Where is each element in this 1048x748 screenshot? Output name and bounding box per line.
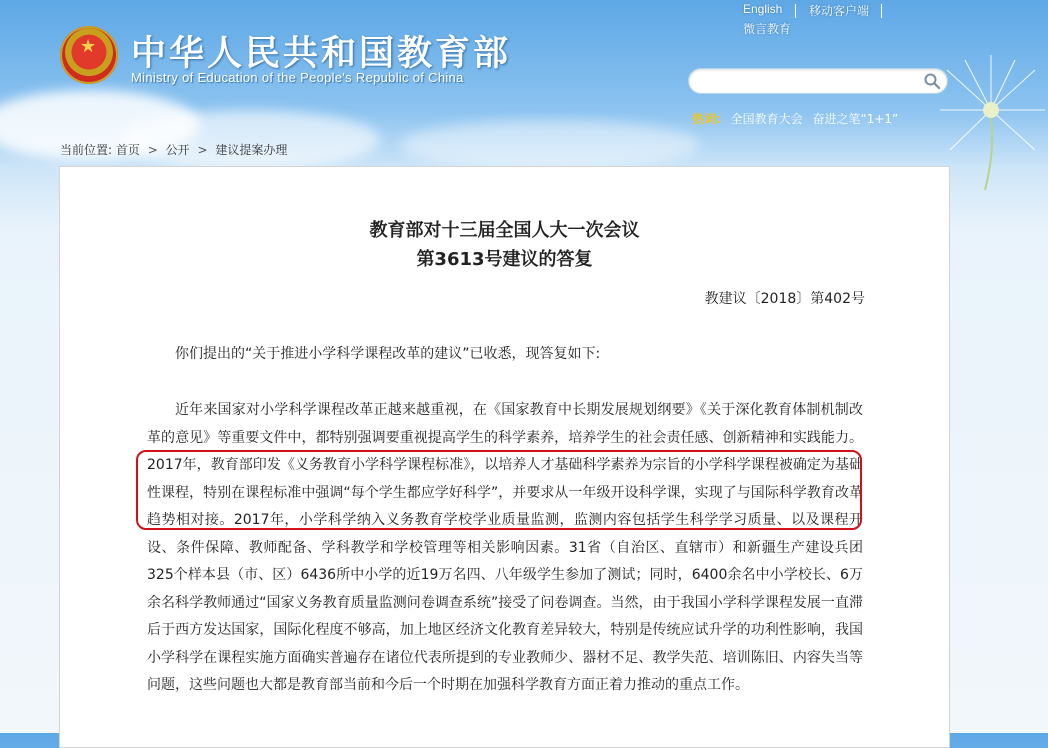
divider <box>881 4 882 18</box>
hot-word-link[interactable]: 奋进之笔“1+1” <box>812 112 899 126</box>
document-title: 教育部对十三届全国人大一次会议 <box>369 220 640 241</box>
mobile-client-link[interactable]: 移动客户端 <box>809 4 870 18</box>
breadcrumb-suggestions[interactable]: 建议提案办理 <box>215 143 288 157</box>
site-title[interactable]: 中华人民共和国教育部 <box>131 34 512 74</box>
body-paragraph: 近年来国家对小学科学课程改革正越来越重视，在《国家教育中长期发展规划纲要》《关于深化教育体制机制改革的意见》等重要文件中，都特别强调要重视提高学生的科学素养，培养学生的社会责任感、创新精神和实践能力。2017年，教育部印发《义务教育小学科学课程标准》，以培养人才基础科学素养为宗旨的小学科学课程被确定为基础性课程，特别在课程标准中强调“每个学生都应学好科学”，并要求从一年级开设科学课，实现了与国际科学教育改革趋势相对接。2017年，小学科学纳入义务教育学校学业质量监测，监测内容包括学生科学学习质量、以及课程开设、条件保障、教师配备、学科教学和学校管理等相关影响因素。31省（自治区、直辖市）和新疆生产建设兵团325个样本县（市、区）6436所中小学的近19万名四、八年级学生参加了测试；同时，6400余名中小学校长、6万余名科学教师通过“国家义务教育质量监测问卷调查系统”接受了问卷调查。当然，由于我国小学科学课程发展一直滞后于西方发达国家，国际化程度不够高，加上地区经济文化教育差异较大，特别是传统应试升学的功利性影响，我国小学科学在课程实施方面确实普遍存在诸位代表所提到的专业教师少、器材不足、教学失范、培训陈旧、内容失当等问题，这些问题也大都是教育部当前和今后一个时期在加强科学教育方面正着力推动的重点工作。 <box>147 402 863 693</box>
breadcrumb-public[interactable]: 公开 <box>165 143 190 157</box>
breadcrumb-label: 当前位置: <box>60 143 113 157</box>
breadcrumb-separator: > <box>197 143 208 157</box>
site-subtitle: Ministry of Education of the People's Republic of China <box>131 70 464 85</box>
breadcrumb-home[interactable]: 首页 <box>115 143 140 157</box>
dandelion-decoration <box>935 50 1048 190</box>
weixin-link[interactable]: 微言教育 <box>743 22 792 36</box>
background-cloud <box>120 110 380 170</box>
breadcrumb-separator: > <box>147 143 158 157</box>
highlight-annotation <box>136 450 862 530</box>
divider <box>795 4 796 18</box>
background-cloud <box>400 120 700 170</box>
hot-word-link[interactable]: 全国教育大会 <box>730 112 803 126</box>
national-emblem-logo: ★ <box>60 26 118 84</box>
breadcrumb <box>60 141 287 158</box>
greeting-paragraph: 你们提出的“关于推进小学科学课程改革的建议”已收悉，现答复如下: <box>175 346 601 362</box>
hot-words-label: 热词: <box>692 112 721 126</box>
search-input[interactable] <box>699 69 923 93</box>
document-title-line2: 第3613号建议的答复 <box>416 249 593 270</box>
english-link[interactable]: English <box>743 2 783 16</box>
hot-words <box>692 110 898 127</box>
search-box <box>688 68 948 94</box>
document-number: 教建议〔2018〕第402号 <box>704 291 865 307</box>
